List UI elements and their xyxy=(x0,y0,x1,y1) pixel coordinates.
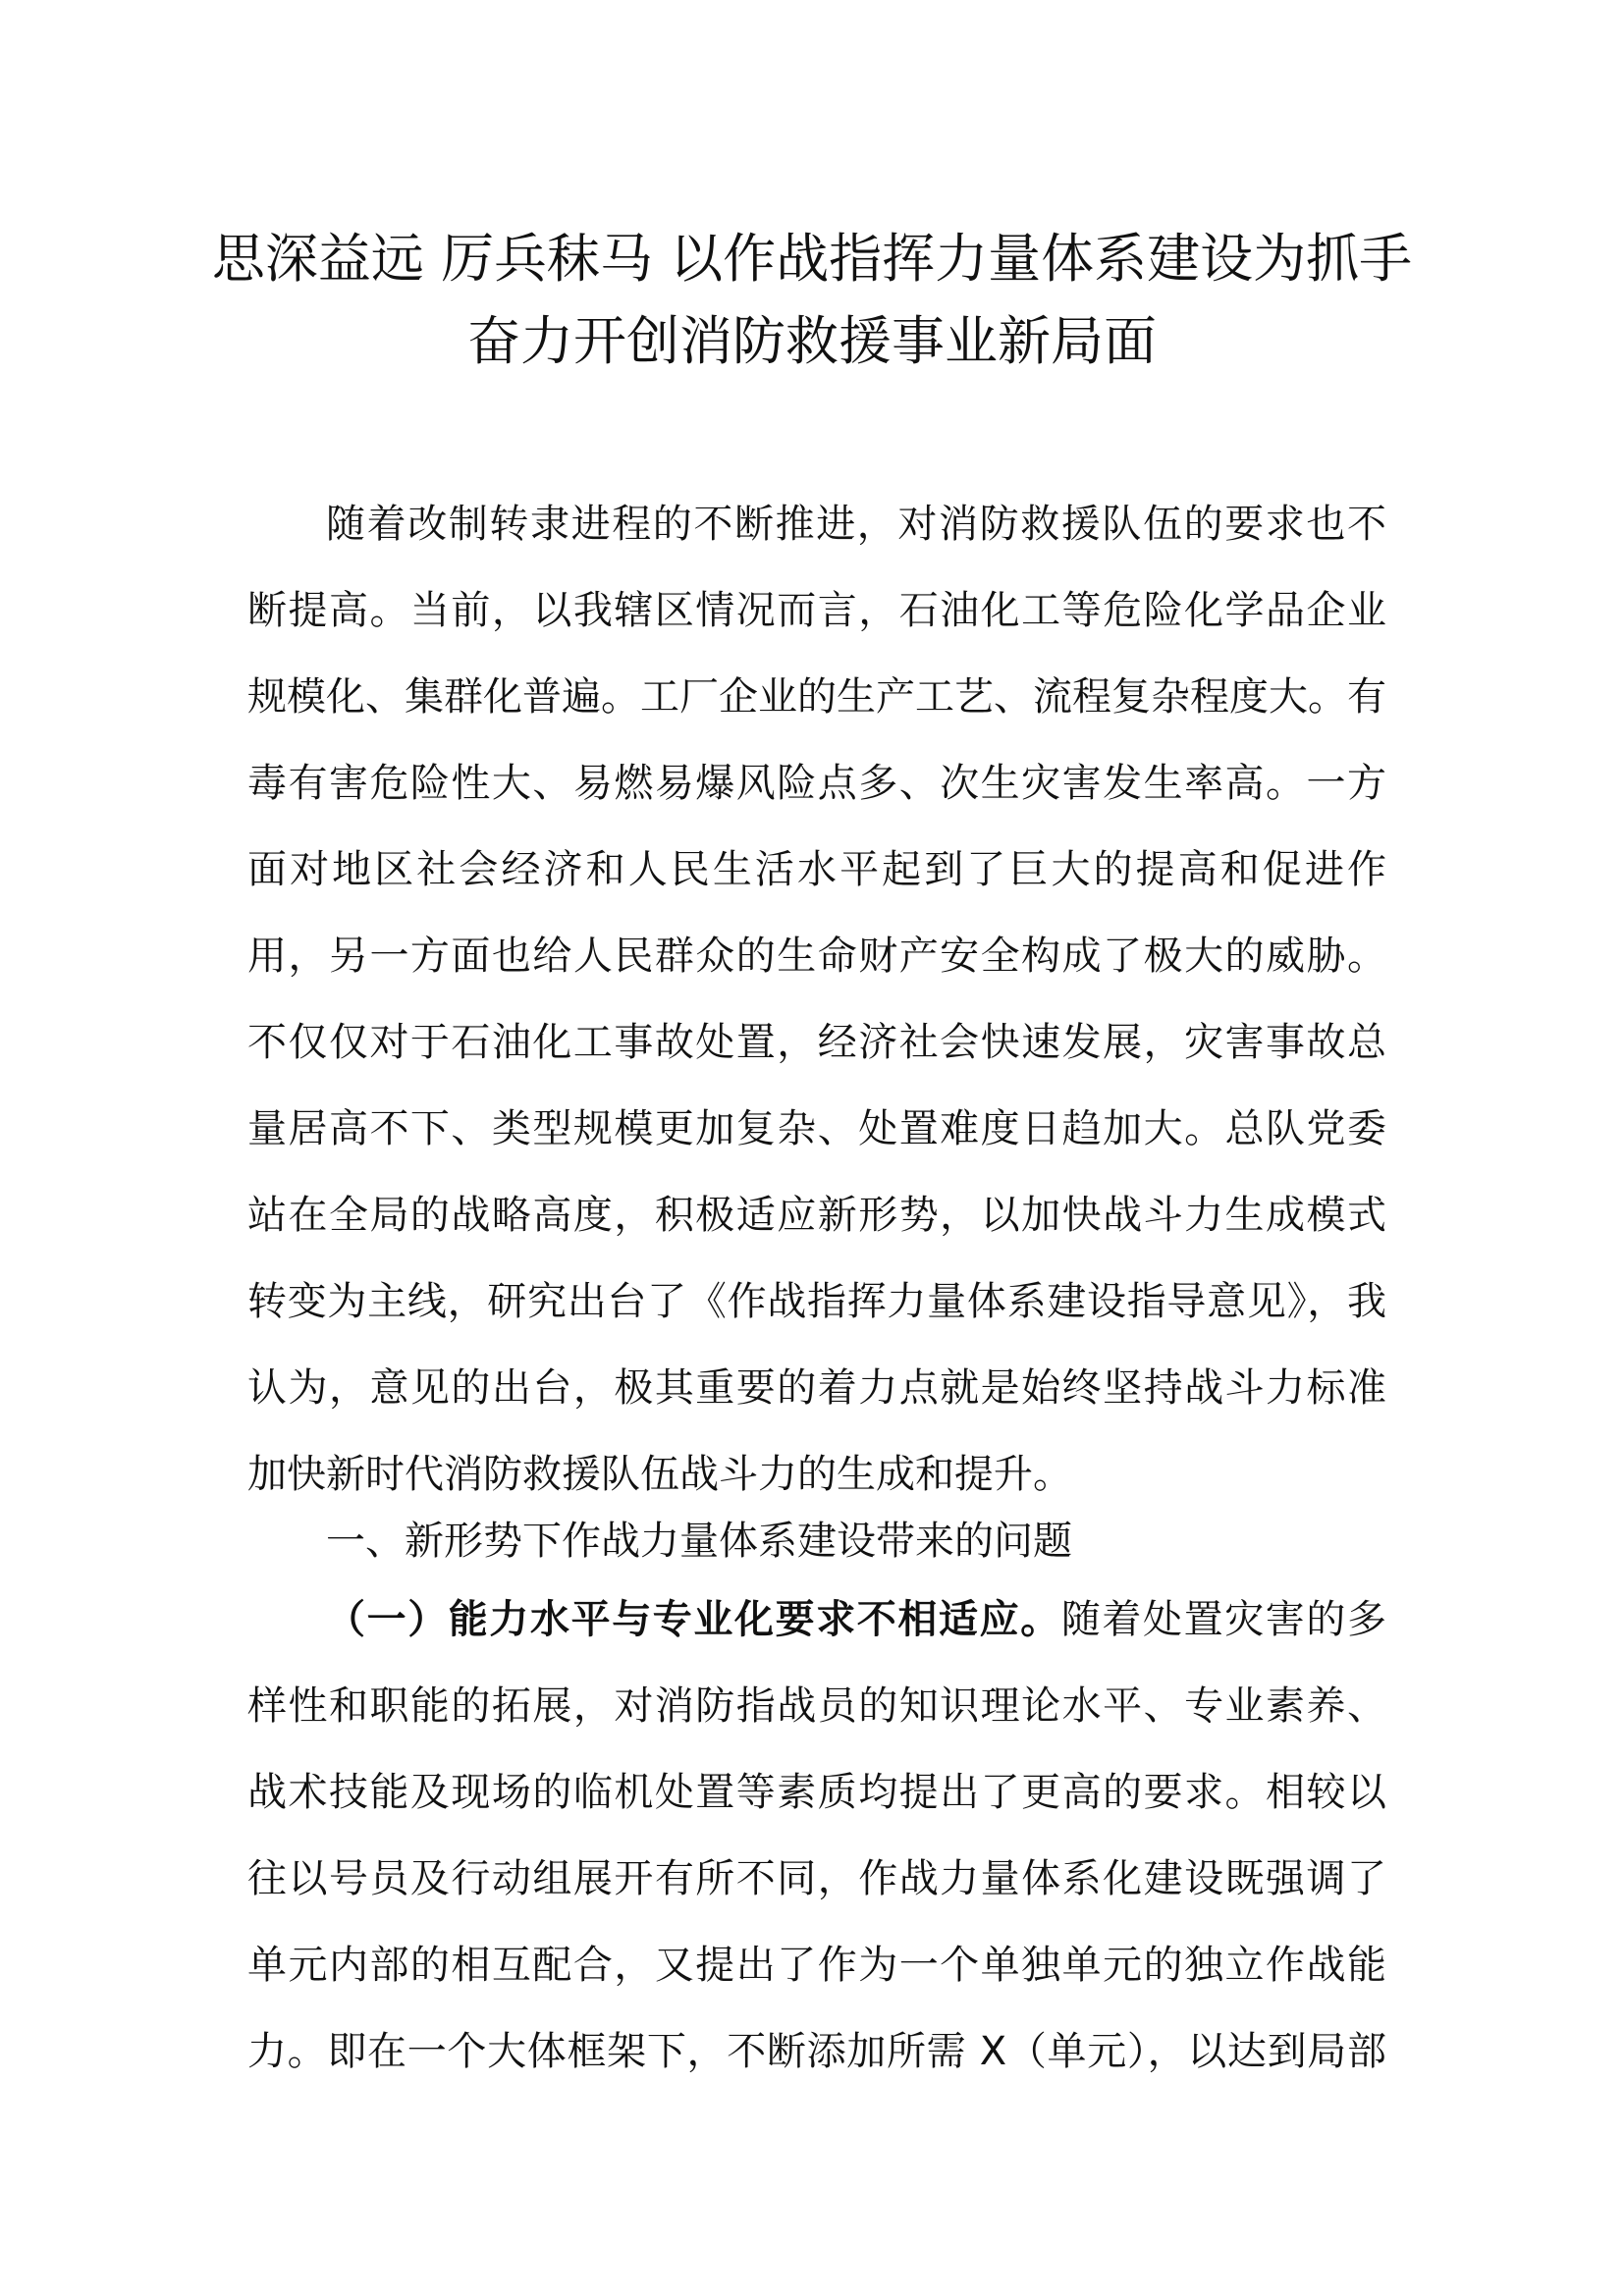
title-line-1: 思深益远 厉兵秣马 以作战指挥力量体系建设为抓手 xyxy=(211,228,1413,290)
title-line-2: 奋力开创消防救援事业新局面 xyxy=(467,310,1157,372)
paragraph-1-line-4: 毒有害危险性大、易燃易爆风险点多、次生灾害发生率高。一方 xyxy=(247,761,1386,806)
paragraph-1-line-10: 转变为主线，研究出台了《作战指挥力量体系建设指导意见》，我 xyxy=(247,1279,1386,1324)
section-heading-1: 一、新形势下作战力量体系建设带来的问题 xyxy=(326,1519,1072,1564)
subsection-heading-1: （一）能力水平与专业化要求不相适应。 xyxy=(326,1597,1061,1642)
subsection-1-line-5: 单元内部的相互配合，又提出了作为一个单独单元的独立作战能 xyxy=(247,1943,1386,1988)
paragraph-1-line-3: 规模化、集群化普遍。工厂企业的生产工艺、流程复杂程度大。有 xyxy=(247,674,1386,720)
subsection-1-first-line-rest: 随着处置灾害的多 xyxy=(1060,1597,1387,1642)
paragraph-1-line-7: 不仅仅对于石油化工事故处置，经济社会快速发展，灾害事故总 xyxy=(247,1020,1386,1065)
paragraph-1-line-6: 用，另一方面也给人民群众的生命财产安全构成了极大的威胁。 xyxy=(247,934,1386,979)
subsection-1-line-3: 战术技能及现场的临机处置等素质均提出了更高的要求。相较以 xyxy=(247,1770,1386,1815)
paragraph-1-line-2: 断提高。当前，以我辖区情况而言，石油化工等危险化学品企业 xyxy=(247,588,1386,633)
paragraph-1-line-9: 站在全局的战略高度，积极适应新形势，以加快战斗力生成模式 xyxy=(247,1193,1386,1238)
document-title xyxy=(196,218,1428,383)
paragraph-1-line-5: 面对地区社会经济和人民生活水平起到了巨大的提高和促进作 xyxy=(247,847,1386,892)
subsection-1-line-6: 力。即在一个大体框架下，不断添加所需 X（单元），以达到局部 xyxy=(247,2029,1386,2074)
paragraph-1-line-12: 加快新时代消防救援队伍战斗力的生成和提升。 xyxy=(247,1452,1072,1497)
paragraph-1-line-1: 随着改制转隶进程的不断推进，对消防救援队伍的要求也不 xyxy=(326,502,1386,547)
paragraph-1-line-11: 认为，意见的出台，极其重要的着力点就是始终坚持战斗力标准 xyxy=(247,1365,1386,1411)
paragraph-1-line-8: 量居高不下、类型规模更加复杂、处置难度日趋加大。总队党委 xyxy=(247,1106,1386,1151)
subsection-1-line-2: 样性和职能的拓展，对消防指战员的知识理论水平、专业素养、 xyxy=(247,1683,1386,1729)
subsection-1-first-line xyxy=(247,1576,1386,1663)
subsection-1-line-4: 往以号员及行动组展开有所不同，作战力量体系化建设既强调了 xyxy=(247,1856,1386,1901)
